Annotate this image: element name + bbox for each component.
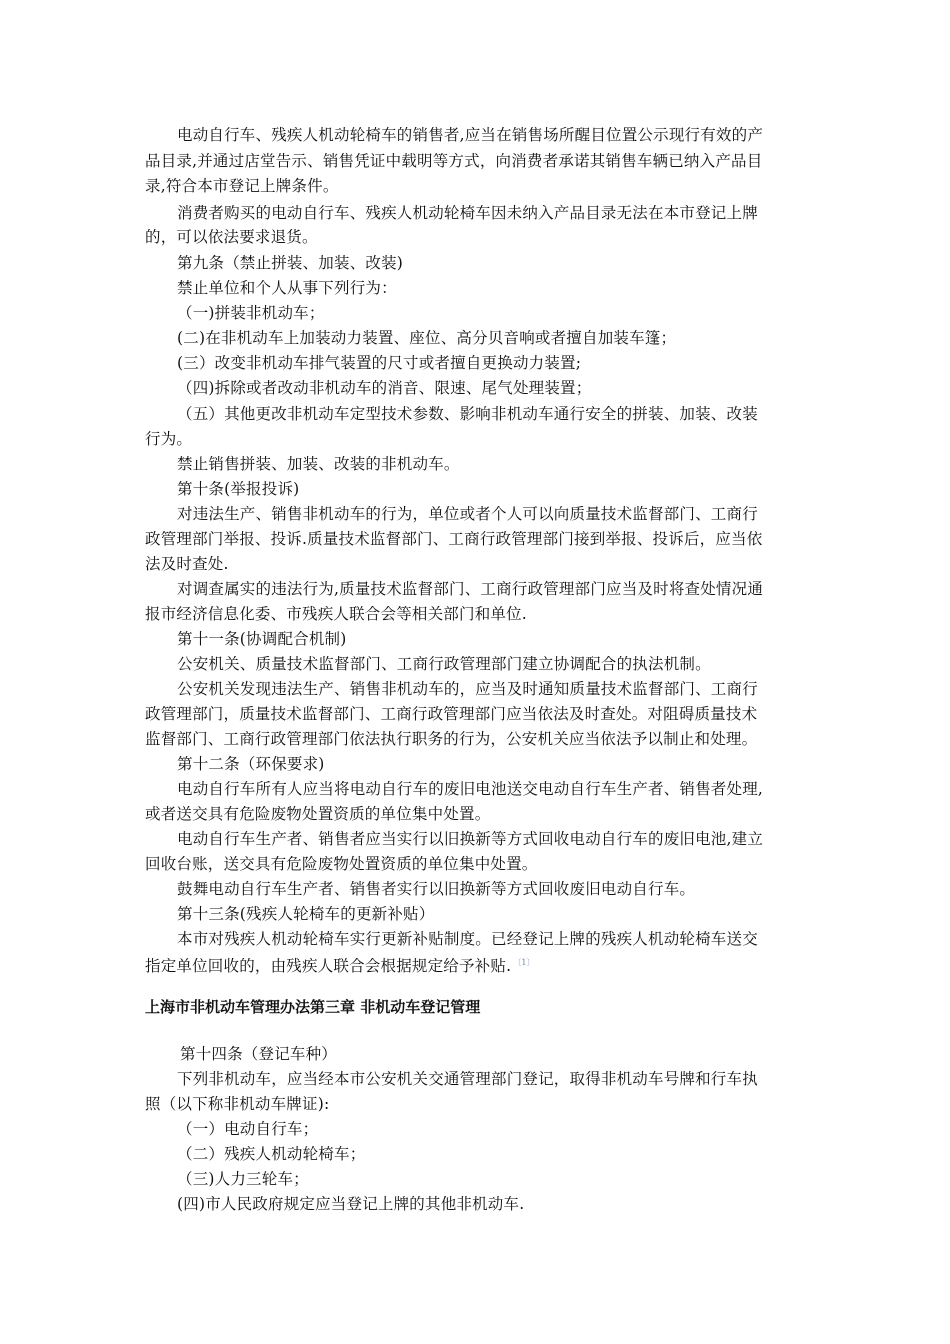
text-line: 政管理部门举报、投诉.质量技术监督部门、工商行政管理部门接到举报、投诉后，应当依 xyxy=(145,530,763,548)
chapter-heading: 上海市非机动车管理办法第三章 非机动车登记管理 xyxy=(145,998,481,1016)
text-line: 照（以下称非机动车牌证): xyxy=(145,1095,330,1113)
list-item: （三)人力三轮车； xyxy=(177,1170,309,1188)
list-item: （四)拆除或者改动非机动车的消音、限速、尾气处理装置； xyxy=(177,379,592,397)
text-line: 对违法生产、销售非机动车的行为，单位或者个人可以向质量技术监督部门、工商行 xyxy=(177,505,758,523)
text-line: 电动自行车所有人应当将电动自行车的废旧电池送交电动自行车生产者、销售者处理, xyxy=(177,780,764,798)
text-line: 消费者购买的电动自行车、残疾人机动轮椅车因未纳入产品目录无法在本市登记上牌 xyxy=(177,204,758,222)
list-item: （二）残疾人机动轮椅车； xyxy=(177,1145,366,1163)
text-line: 下列非机动车，应当经本市公安机关交通管理部门登记，取得非机动车号牌和行车执 xyxy=(177,1070,758,1088)
text-line: 禁止单位和个人从事下列行为： xyxy=(177,279,397,297)
list-item: (四)市人民政府规定应当登记上牌的其他非机动车. xyxy=(177,1195,525,1213)
list-item: （一)拼装非机动车； xyxy=(177,304,325,322)
text-line: 电动自行车、残疾人机动轮椅车的销售者,应当在销售场所醒目位置公示现行有效的产 xyxy=(177,126,764,144)
text-line: 禁止销售拼装、加装、改装的非机动车。 xyxy=(177,455,460,473)
article-heading: 第十三条(残疾人轮椅车的更新补贴） xyxy=(177,905,435,923)
text-line: 公安机关发现违法生产、销售非机动车的，应当及时通知质量技术监督部门、工商行 xyxy=(177,680,758,698)
text-line-content: 指定单位回收的，由残疾人联合会根据规定给予补贴. xyxy=(145,957,512,976)
text-line: 回收台账，送交具有危险废物处置资质的单位集中处置。 xyxy=(145,855,538,873)
article-heading: 第十四条（登记车种） xyxy=(180,1045,338,1063)
list-item: (二)在非机动车上加装动力装置、座位、高分贝音响或者擅自加装车篷； xyxy=(177,329,677,347)
text-line: 公安机关、质量技术监督部门、工商行政管理部门建立协调配合的执法机制。 xyxy=(177,655,711,673)
text-line: 品目录,并通过店堂告示、销售凭证中载明等方式，向消费者承诺其销售车辆已纳入产品目 xyxy=(145,152,763,170)
text-line: 电动自行车生产者、销售者应当实行以旧换新等方式回收电动自行车的废旧电池,建立 xyxy=(177,830,764,848)
list-item: （五）其他更改非机动车定型技术参数、影响非机动车通行安全的拼装、加装、改装 xyxy=(177,405,758,423)
footnote-reference[interactable]: 〔1〕 xyxy=(513,958,535,967)
list-item: (三）改变非机动车排气装置的尺寸或者擅自更换动力装置; xyxy=(177,354,582,372)
article-heading: 第十二条（环保要求) xyxy=(177,755,325,773)
text-line: 法及时查处. xyxy=(145,555,229,573)
article-heading: 第九条（禁止拼装、加装、改装) xyxy=(177,254,404,272)
text-line: 监督部门、工商行政管理部门依法执行职务的行为，公安机关应当依法予以制止和处理。 xyxy=(145,730,758,748)
text-line: 本市对残疾人机动轮椅车实行更新补贴制度。已经登记上牌的残疾人机动轮椅车送交 xyxy=(177,930,758,948)
text-line: 的，可以依法要求退货。 xyxy=(145,228,318,246)
text-line: 对调查属实的违法行为,质量技术监督部门、工商行政管理部门应当及时将查处情况通 xyxy=(177,580,764,598)
list-item: （一）电动自行车； xyxy=(177,1120,319,1138)
text-line: 报市经济信息化委、市残疾人联合会等相关部门和单位. xyxy=(145,605,527,623)
text-line: 行为。 xyxy=(145,430,193,448)
text-line xyxy=(145,952,535,977)
article-heading: 第十一条(协调配合机制) xyxy=(177,630,347,648)
text-line: 鼓舞电动自行车生产者、销售者实行以旧换新等方式回收废旧电动自行车。 xyxy=(177,880,696,898)
text-line: 录,符合本市登记上牌条件。 xyxy=(145,177,339,195)
text-line: 政管理部门，质量技术监督部门、工商行政管理部门应当依法及时查处。对阻碍质量技术 xyxy=(145,705,758,723)
article-heading: 第十条(举报投诉) xyxy=(177,480,300,498)
text-line: 或者送交具有危险废物处置资质的单位集中处置。 xyxy=(145,805,491,823)
